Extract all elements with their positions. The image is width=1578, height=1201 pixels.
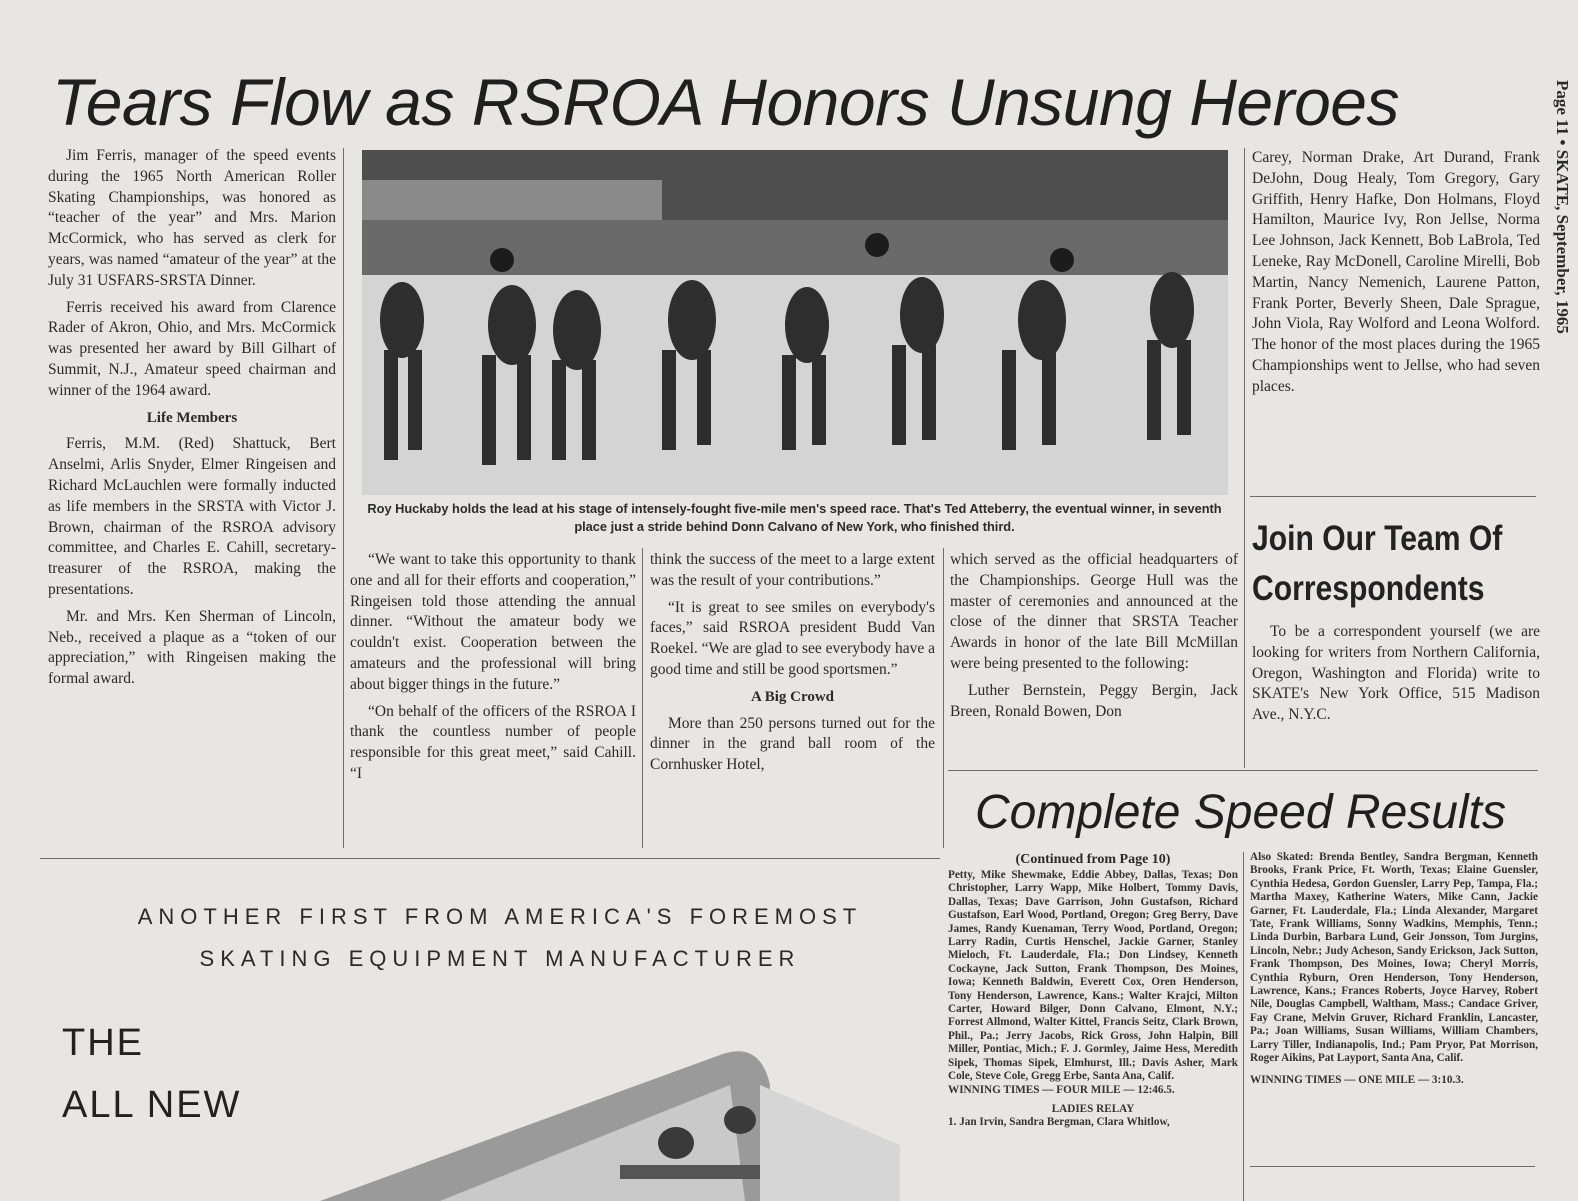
skaters-illustration: [362, 150, 1228, 495]
subhead-life-members: Life Members: [146, 409, 238, 426]
paragraph: More than 250 persons turned out for the dinner in the grand ball room of the Cornhusker Hotel,: [650, 714, 935, 774]
ad-tagline-2: SKATING EQUIPMENT MANUFACTURER: [199, 946, 801, 971]
subhead-a-big-crowd: A Big Crowd: [750, 688, 835, 705]
headline: Tears Flow as RSROA Honors Unsung Heroes: [52, 65, 1399, 139]
article-column-2: [350, 550, 636, 791]
article-column-5: [1252, 148, 1540, 404]
column-rule: [1244, 148, 1245, 768]
paragraph: Ferris received his award from Clarence Rader of Akron, Ohio, and Mrs. McCormick was presented her award by Bill Gilhart of Summit, N.J., Amateur speed chairman and winner of the 1964 award.: [48, 298, 336, 399]
photo-caption: Roy Huckaby holds the lead at his stage of intensely-fought five-mile men's speed race. That's Ted Atteberry, the eventual winner, in seventh place just a stride behind Donn Calvano of New York, who finished third.: [367, 501, 1222, 534]
join-team-body: [1252, 622, 1540, 732]
results-heading: Complete Speed Results: [975, 786, 1506, 839]
ad-all-new: ALL NEW: [62, 1084, 242, 1126]
paragraph: Mr. and Mrs. Ken Sherman of Lincoln, Neb., received a plaque as a “token of our appreciation,” with Ringeisen making the formal award.: [48, 607, 336, 688]
paragraph: “We want to take this opportunity to thank one and all for their efforts and cooperation,” Ringeisen told those attending the annual dinner. “Without the amateur body we couldn't exist. Cooperation between the amateurs and the professional will bring about bigger things in the future.”: [350, 551, 636, 693]
column-rule: [1243, 852, 1244, 1201]
winning-times: WINNING TIMES — ONE MILE — 3:10.3.: [1250, 1073, 1464, 1086]
article-column-3: [650, 550, 935, 782]
paragraph: which served as the official headquarters of the Championships. George Hull was the master of ceremonies and announced at the close of the dinner that SRSTA Teacher Awards in honor of the late Bill McMillan were being presented to the following:: [950, 551, 1238, 672]
column-rule: [943, 548, 944, 848]
section-rule: [948, 770, 1538, 771]
continued-note: (Continued from Page 10): [1015, 852, 1171, 867]
paragraph: “It is great to see smiles on everybody's faces,” said RSROA president Budd Van Roekel. “We are glad to see everybody have a good time and still be good sportsmen.”: [650, 598, 935, 678]
paragraph: “On behalf of the officers of the RSROA I thank the countless number of people responsible for this great meet,” said Cahill. “I: [350, 702, 636, 782]
page-folio: Page 11 • SKATE, September, 1965: [1553, 80, 1572, 334]
paragraph: To be a correspondent yourself (we are looking for writers from Northern California, Oregon, Washington and Florida) write to SKATE's New York Office, 515 Madison Ave., N.Y.C.: [1252, 623, 1540, 724]
paragraph: Carey, Norman Drake, Art Durand, Frank DeJohn, Doug Healy, Tom Gregory, Gary Griffith, Henry Hafke, Don Holmans, Floyd Hamilton, Maurice Ivy, Ron Jellse, Norma Lee Johnson, Jack Kennett, Bob LaBrola, Ted Leneke, Ray McDonell, Caroline Mirelli, Bob Martin, Nancy Nemenich, Laurene Patton, Frank Porter, Beverly Sheen, Dale Sprague, John Viola, Ray Wolford and Leona Wolford. The honor of the most places during the 1965 Championships went to Jellse, who had seven places.: [1252, 149, 1540, 395]
ad-tagline-1: ANOTHER FIRST FROM AMERICA'S FOREMOST: [137, 904, 863, 929]
paragraph: Jim Ferris, manager of the speed events during the 1965 North American Roller Skating Championships, was honored as “teacher of the year” and Mrs. Marion McCormick, who has served as clerk for years, was named “amateur of the year” at the July 31 USFARS-SRSTA Dinner.: [48, 147, 336, 289]
results-text: Also Skated: Brenda Bentley, Sandra Bergman, Kenneth Brooks, Frank Price, Ft. Worth, Texas; Elaine Guensler, Cynthia Hedesa, Gordon Guensler, Larry Pep, Tampa, Fla.; Martha Maxey, Katherine Waters, Mike Cann, Jackie Garner, Ft. Lauderdale, Fla.; Linda Alexander, Margaret Tate, Frank Williams, Sonny Wadkins, Memphis, Tenn.; Linda Durbin, Barbara Lund, Geir Jonsson, Tom Jurgins, Lincoln, Nebr.; Judy Acheson, Sandy Erickson, Jack Sutton, Frank Thompson, Des Moines, Iowa; Cheryl Morris, Cynthia Ryburn, Oren Henderson, Tony Henderson, Lawrence, Kans.; Frances Roberts, Joyce Harvey, Robert Nile, Douglas Campbell, Waltham, Mass.; Candace Griver, Fay Crane, Melvin Gruver, Richard Franklin, Lancaster, Pa.; Joan Williams, Susan Williams, William Chambers, Larry Tiller, Indianapolis, Ind.; Pam Pryor, Pat Morrison, Roger Aikins, Pat Layport, Santa Ana, Calif.: [1250, 851, 1538, 1065]
paragraph: Luther Bernstein, Peggy Bergin, Jack Breen, Ronald Bowen, Don: [950, 681, 1238, 720]
paragraph: think the success of the meet to a large extent was the result of your contributions.”: [650, 551, 935, 589]
ad-the: THE: [62, 1022, 144, 1064]
section-rule: [1250, 1166, 1535, 1167]
section-rule: [1250, 496, 1536, 497]
column-rule: [343, 148, 344, 848]
article-column-1: [48, 146, 336, 696]
column-rule: [642, 548, 643, 848]
article-column-4: [950, 550, 1238, 728]
section-rule: [40, 858, 940, 859]
winning-times: WINNING TIMES — FOUR MILE — 12:46.5.: [948, 1083, 1175, 1096]
relay-heading: LADIES RELAY: [1051, 1102, 1135, 1115]
join-team-heading: Join Our Team Of Correspondents: [1252, 519, 1503, 608]
results-right-column: [1250, 851, 1538, 1087]
paragraph: Ferris, M.M. (Red) Shattuck, Bert Anselmi, Arlis Snyder, Elmer Ringeisen and Richard McLauchlen were formally inducted as life members in the SRSTA with Victor J. Brown, chairman of the RSROA advisory committee, and Charles E. Cahill, secretary-treasurer of the RSROA, making the presentations.: [48, 435, 336, 598]
relay-text: 1. Jan Irvin, Sandra Bergman, Clara Whitlow,: [948, 1116, 1170, 1129]
race-photo: [362, 150, 1228, 495]
results-left-column: [948, 851, 1238, 1130]
results-text: Petty, Mike Shewmake, Eddie Abbey, Dallas, Texas; Don Christopher, Larry Wapp, Mike Holbert, Tommy Davis, Dallas, Texas; Dave Garrison, John Gustafson, Richard Gustafson, Earl Wood, Portland, Oregon; Greg Berry, Dave James, Randy Kuenaman, Terry Wood, Portland, Oregon; Larry Radin, Curtis Henschel, Jackie Garner, Stanley Mieloch, Ft. Lauderdale, Fla.; Don Lindsey, Kenneth Cockayne, Jack Sutton, Frank Thompson, Des Moines, Iowa; Kenneth Baldwin, Everett Cox, Oren Henderson, Tony Henderson, Lawrence, Kans.; Walter Krajci, Milton Carter, Howard Bilger, Donn Calvano, Elmont, N.Y.; Forrest Allmond, Walter Kittel, Francis Seitz, Clark Brown, Phil., Pa.; Jerry Jacobs, Rick Gross, John Halpin, Bill Miller, Pontiac, Mich.; F. J. Gormley, Jaime Hess, Meredith Sipek, Thomas Sipek, Elmhurst, Ill.; Davis Asher, Mark Cole, Steve Cole, Gregg Erbe, Santa Ana, Calif.: [948, 869, 1238, 1083]
skate-product-image: [200, 1025, 920, 1201]
